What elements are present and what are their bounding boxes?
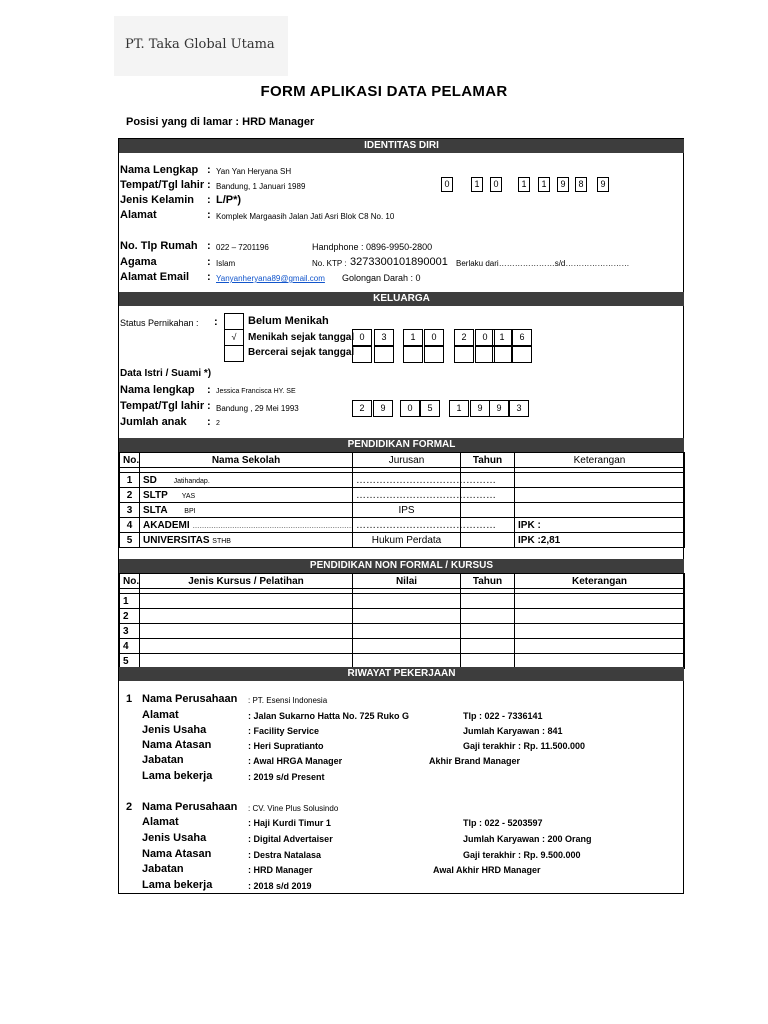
spouse-name-label: Nama lengkap [120,384,195,396]
job-1-position-end: Akhir Brand Manager [429,756,521,766]
job-2-salary: Gaji terakhir : Rp. 9.500.000 [463,850,581,860]
email-label: Alamat Email [120,271,190,283]
ktp-validity: Berlaku dari…………………s/d…………………… [456,259,630,268]
birth-box-5: 1 [538,177,550,192]
spouse-birth: Bandung , 29 Mei 1993 [216,404,299,413]
ktp-value: 3273300101890001 [350,256,448,268]
divorced-box-5 [454,346,474,363]
married-box-7: 1 [492,329,512,346]
job-2-phone: Tlp : 022 - 5203597 [463,818,543,828]
job-1-employees: Jumlah Karyawan : 841 [463,726,563,736]
children-label: Jumlah anak [120,416,187,428]
table-row: 1 SD Jatihandap. …………………………………… [120,473,685,488]
col-note: Keterangan [515,574,685,589]
birth-box-1: 0 [441,177,453,192]
email-link[interactable]: Yanyanheryana89@gmail.com [216,274,325,283]
address-value: Komplek Margaasih Jalan Jati Asri Blok C8 No. 10 [216,212,395,221]
job-2-company: : CV. Vine Plus Solusindo [248,804,339,813]
divorced-label: Bercerai sejak tanggal [248,347,355,358]
married-box-1: 0 [352,329,372,346]
job-1-position: : Awal HRGA Manager [248,756,343,766]
table-row: 2 SLTP YAS …………………………………… [120,488,685,503]
job-1-duration-label: Lama bekerja [142,770,213,782]
job-2-address: : Haji Kurdi Timur 1 [248,818,331,828]
name-value: Yan Yan Heryana SH [216,167,292,176]
table-row: 4 AKADEMI …………………………………………………………… …………………………………… IPK : [120,518,685,533]
birth-box-3: 0 [490,177,502,192]
job-2-duration: : 2018 s/d 2019 [248,881,312,891]
married-checkbox[interactable]: √ [224,329,244,346]
job-2-business-label: Jenis Usaha [142,832,207,844]
job-2-employees: Jumlah Karyawan : 200 Orang [463,834,592,844]
spouse-box-4: 5 [420,400,440,417]
job-2-supervisor: : Destra Natalasa [248,850,322,860]
birth-box-6: 9 [557,177,569,192]
company-name: PT. Taka Global Utama [125,37,275,52]
spouse-box-7: 9 [489,400,509,417]
table-row: 3 [120,624,685,639]
children-value: 2 [216,420,220,427]
table-row: 2 [120,609,685,624]
spouse-box-5: 1 [449,400,469,417]
nonformal-education-table [119,573,685,669]
gender-value: L/P*) [216,194,242,206]
job-1-company: : PT. Esensi Indonesia [248,696,328,705]
job-1-number: 1 [126,693,133,705]
birth-value: Bandung, 1 Januari 1989 [216,182,306,191]
spouse-box-2: 9 [373,400,393,417]
job-1-address: : Jalan Sukarno Hatta No. 725 Ruko G [248,711,410,721]
job-1-business: : Facility Service [248,726,320,736]
job-2-position: : HRD Manager [248,865,313,875]
divorced-checkbox[interactable] [224,345,244,362]
married-box-3: 1 [403,329,423,346]
spouse-box-8: 3 [509,400,529,417]
phone-label: No. Tlp Rumah [120,240,198,252]
name-label: Nama Lengkap [120,164,199,176]
divorced-box-1 [352,346,372,363]
married-box-2: 3 [374,329,394,346]
birth-box-8: 9 [597,177,609,192]
spouse-birth-label: Tempat/Tgl lahir [120,400,205,412]
col-course: Jenis Kursus / Pelatihan [140,574,353,589]
table-row: 4 [120,639,685,654]
job-2-position-end: Awal Akhir HRD Manager [433,865,541,875]
section-identity: IDENTITAS DIRI [119,139,684,153]
job-2-number: 2 [126,801,133,813]
col-no: No. [120,574,140,589]
married-box-4: 0 [424,329,444,346]
single-label: Belum Menikah [248,315,329,327]
section-work-history: RIWAYAT PEKERJAAN [119,667,684,681]
table-row: 5 [120,654,685,669]
col-year: Tahun [461,453,515,468]
applied-position: Posisi yang di lamar : HRD Manager [126,116,315,128]
spouse-box-1: 2 [352,400,372,417]
col-note: Keterangan [515,453,685,468]
spouse-box-3: 0 [400,400,420,417]
married-label: Menikah sejak tanggal [248,332,355,343]
col-no: No. [120,453,140,468]
job-1-company-label: Nama Perusahaan [142,693,238,705]
divorced-box-4 [424,346,444,363]
marital-label: Status Pernikahan : [120,318,199,328]
col-year: Tahun [461,574,515,589]
table-row: 3 SLTA BPI IPS [120,503,685,518]
table-row: 1 [120,594,685,609]
col-major: Jurusan [353,453,461,468]
gender-label: Jenis Kelamin [120,194,194,206]
job-2-address-label: Alamat [142,816,179,828]
handphone-value: Handphone : 0896-9950-2800 [312,242,433,252]
divorced-box-2 [374,346,394,363]
married-box-5: 2 [454,329,474,346]
birth-box-7: 8 [575,177,587,192]
job-1-duration: : 2019 s/d Present [248,772,325,782]
spouse-heading: Data Istri / Suami *) [120,368,212,379]
formal-education-table [119,452,685,548]
spouse-box-6: 9 [470,400,490,417]
job-1-phone: Tlp : 022 - 7336141 [463,711,543,721]
job-2-supervisor-label: Nama Atasan [142,848,212,860]
divorced-box-3 [403,346,423,363]
single-checkbox[interactable] [224,313,244,330]
job-1-salary: Gaji terakhir : Rp. 11.500.000 [463,741,586,751]
job-2-company-label: Nama Perusahaan [142,801,238,813]
table-row: 5 UNIVERSITAS STHB Hukum Perdata IPK :2,81 [120,533,685,548]
blood-type: Golongan Darah : 0 [342,273,421,283]
married-box-6: 0 [475,329,495,346]
birth-box-2: 1 [471,177,483,192]
divorced-box-7 [492,346,512,363]
job-2-business: : Digital Advertaiser [248,834,333,844]
spouse-name: Jessica Francisca HY. SE [216,388,296,395]
section-family: KELUARGA [119,292,684,306]
birth-label: Tempat/Tgl lahir [120,179,205,191]
section-formal-education: PENDIDIKAN FORMAL [119,438,684,452]
job-2-duration-label: Lama bekerja [142,879,213,891]
job-1-supervisor: : Heri Supratianto [248,741,324,751]
form-title: FORM APLIKASI DATA PELAMAR [260,83,508,100]
ktp-label: No. KTP : [312,259,347,268]
job-1-position-label: Jabatan [142,754,184,766]
job-1-business-label: Jenis Usaha [142,724,207,736]
section-nonformal-education: PENDIDIKAN NON FORMAL / KURSUS [119,559,684,573]
divorced-box-8 [512,346,532,363]
religion-value: Islam [216,259,236,268]
job-1-address-label: Alamat [142,709,179,721]
col-school: Nama Sekolah [140,453,353,468]
job-1-supervisor-label: Nama Atasan [142,739,212,751]
birth-box-4: 1 [518,177,530,192]
address-label: Alamat [120,209,157,221]
col-score: Nilai [353,574,461,589]
phone-value: 022 – 7201196 [216,243,269,252]
company-logo [114,16,288,76]
married-box-8: 6 [512,329,532,346]
job-2-position-label: Jabatan [142,863,184,875]
religion-label: Agama [120,256,157,268]
